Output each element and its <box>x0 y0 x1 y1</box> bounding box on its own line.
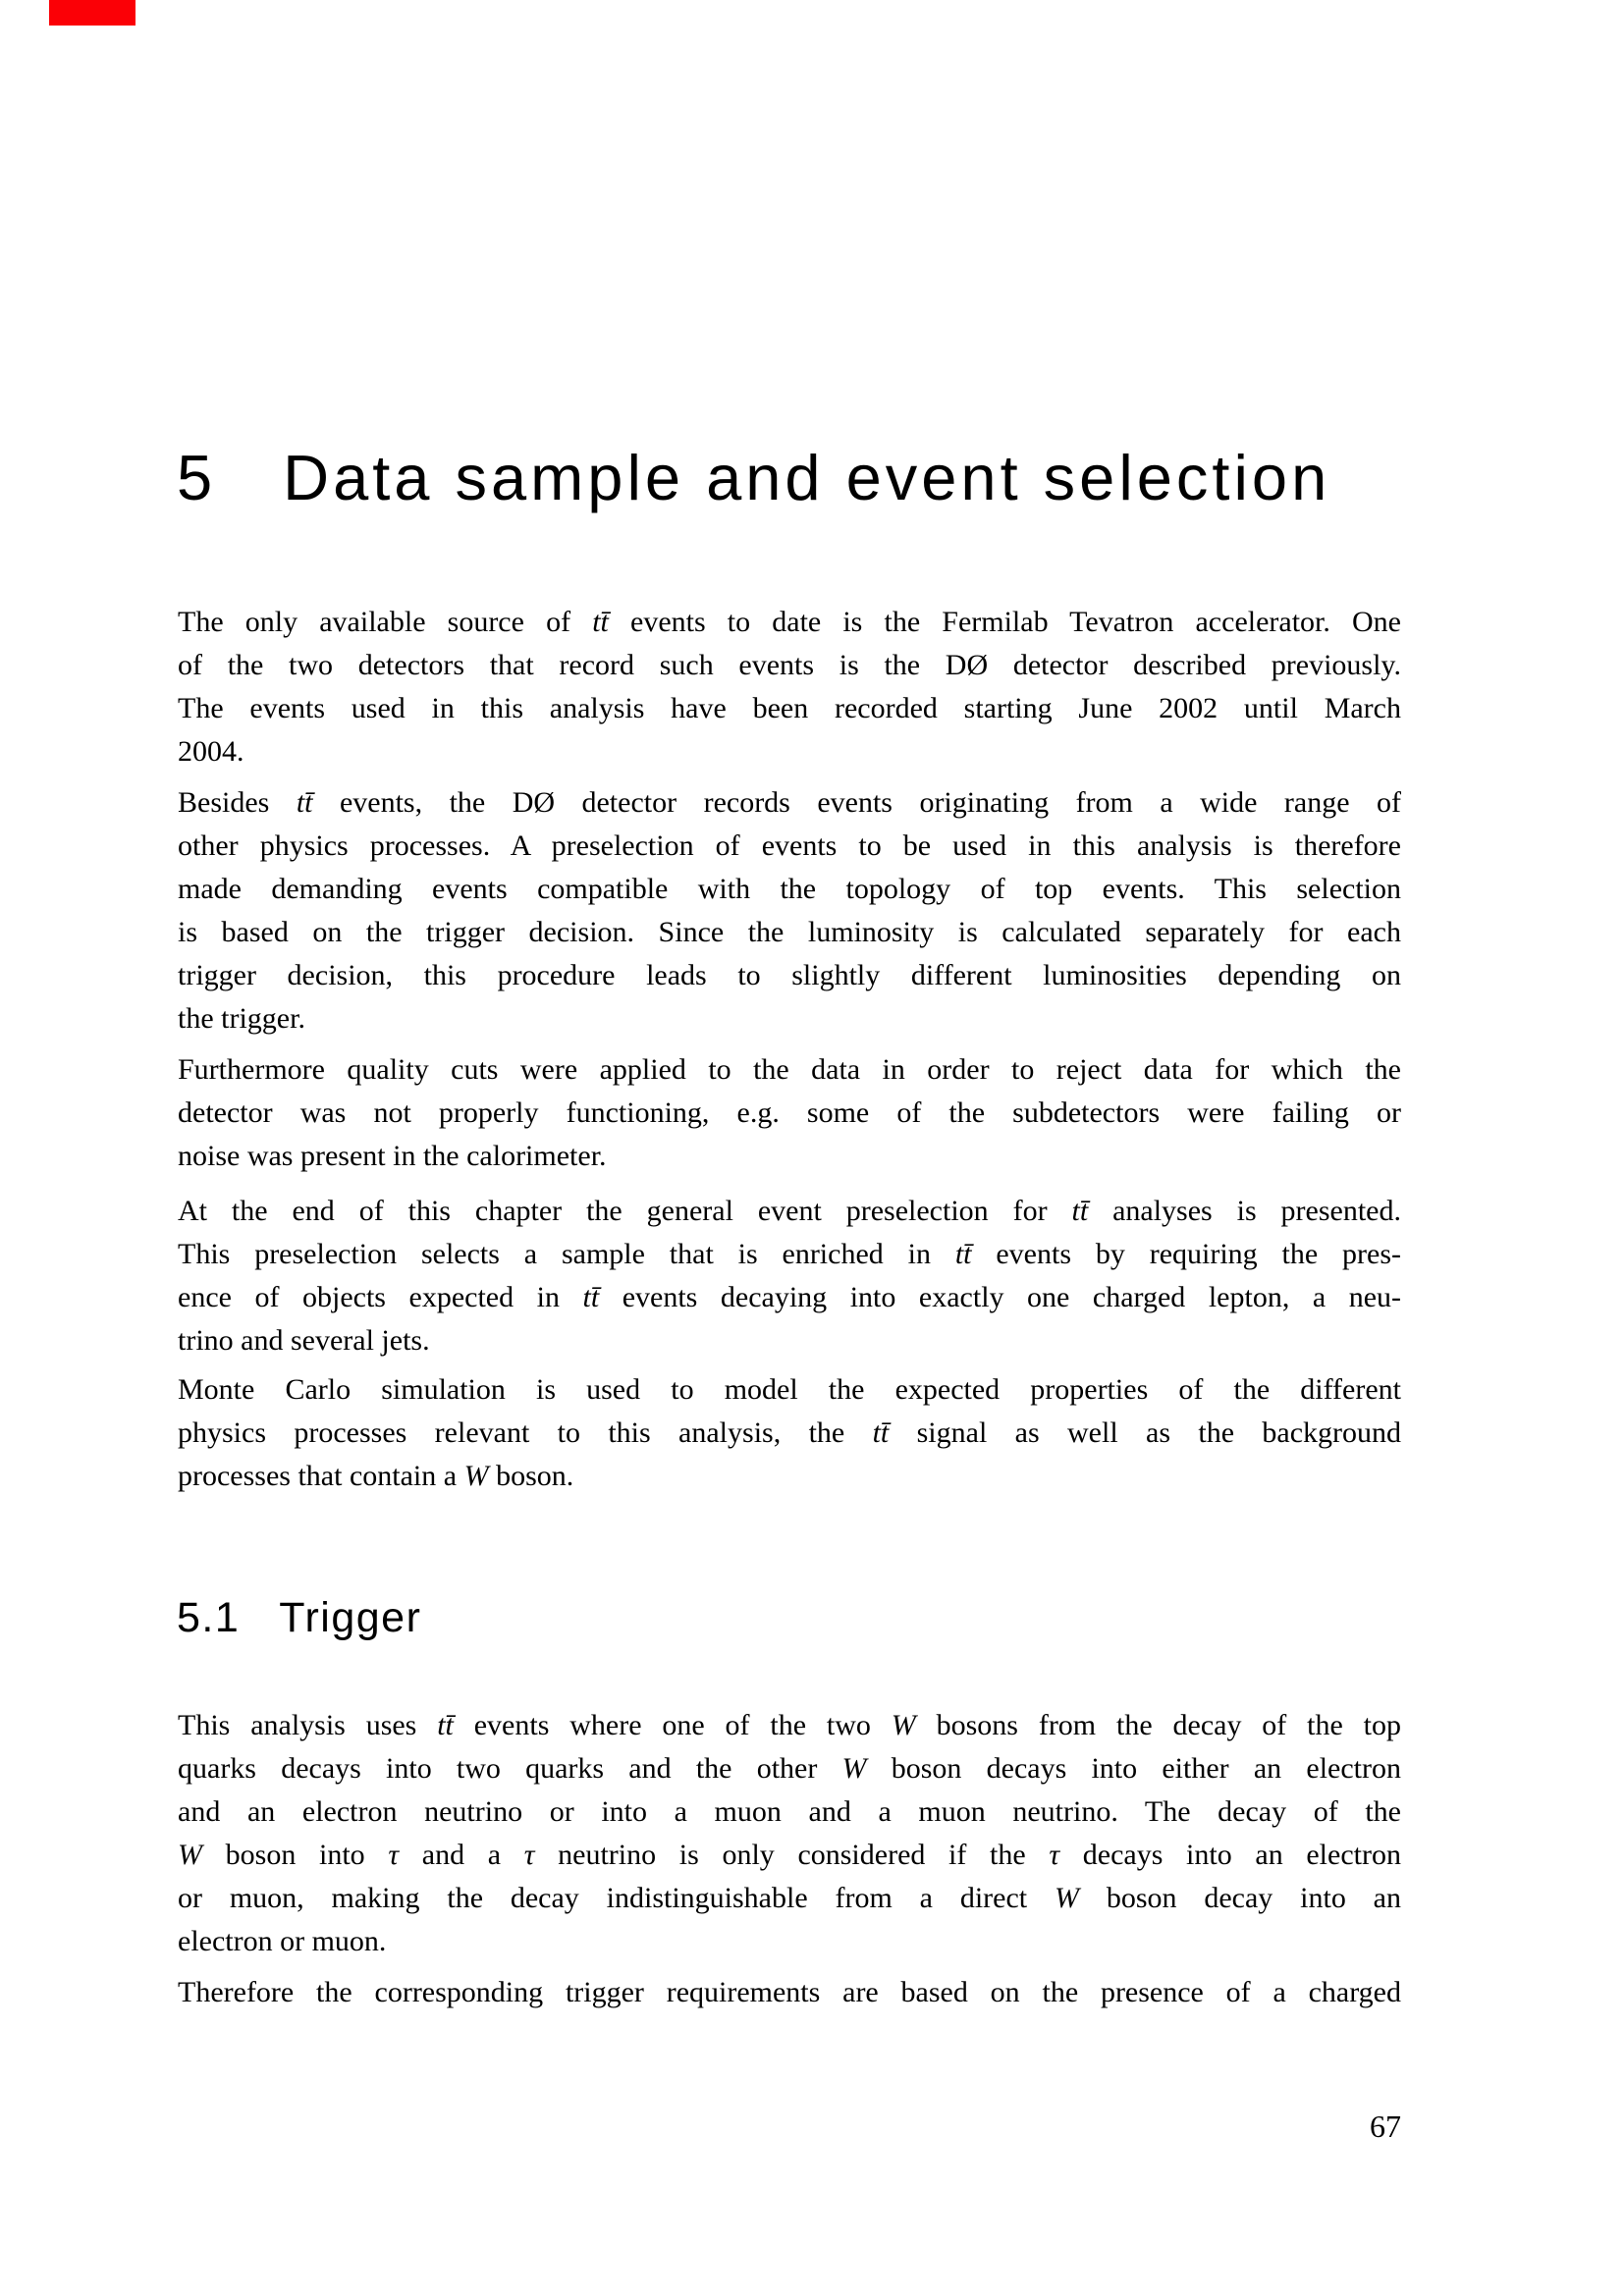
text-line: Therefore the corresponding trigger requirements are based on the presence of a charged <box>178 1976 1401 2008</box>
text-line: trino and several jets. <box>178 1324 430 1357</box>
text-line: processes that contain a W boson. <box>178 1460 574 1492</box>
text-line: Monte Carlo simulation is used to model the expected properties of the different <box>178 1373 1401 1406</box>
chapter-heading <box>177 444 1453 512</box>
paragraph-chapter-outline <box>178 1190 1401 1362</box>
page-number: 67 <box>1370 2109 1401 2144</box>
section-title: Trigger <box>279 1594 422 1641</box>
text-line: 2004. <box>178 735 244 768</box>
text-line: This analysis uses tt̄ events where one of the two W bosons from the decay of the top <box>178 1709 1401 1741</box>
text-line: other physics processes. A preselection of events to be used in this analysis is therefore <box>178 829 1401 862</box>
text-line: the trigger. <box>178 1002 305 1035</box>
text-line: Furthermore quality cuts were applied to the data in order to reject data for which the <box>178 1053 1401 1086</box>
text-line: or muon, making the decay indistinguishable from a direct W boson decay into an <box>178 1882 1401 1914</box>
pdf-link-marker <box>49 0 135 26</box>
paragraph-monte-carlo <box>178 1368 1401 1498</box>
text-line: and an electron neutrino or into a muon and a muon neutrino. The decay of the <box>178 1795 1401 1828</box>
paragraph-trigger-requirements <box>178 1971 1401 2014</box>
paragraph-trigger-decays <box>178 1704 1401 1963</box>
chapter-number: 5 <box>177 442 217 513</box>
paragraph-intro-source <box>178 601 1401 774</box>
text-line: The only available source of tt̄ events to date is the Fermilab Tevatron accelerator. One <box>178 606 1401 638</box>
text-line: This preselection selects a sample that is enriched in tt̄ events by requiring the pres- <box>178 1238 1402 1270</box>
text-line: made demanding events compatible with the topology of top events. This selection <box>178 873 1401 905</box>
section-heading <box>177 1590 1453 1645</box>
text-line: W boson into τ and a τ neutrino is only considered if the τ decays into an electron <box>178 1839 1401 1871</box>
text-line: ence of objects expected in tt̄ events decaying into exactly one charged lepton, a neu- <box>178 1281 1402 1313</box>
text-line: detector was not properly functioning, e.g. some of the subdetectors were failing or <box>178 1096 1401 1129</box>
paragraph-preselection <box>178 781 1401 1041</box>
chapter-title: Data sample and event selection <box>283 442 1331 513</box>
text-line: electron or muon. <box>178 1925 387 1957</box>
text-line: of the two detectors that record such events is the DØ detector described previously. <box>178 649 1401 681</box>
text-line: is based on the trigger decision. Since the luminosity is calculated separately for each <box>178 916 1401 948</box>
section-number: 5.1 <box>177 1594 241 1641</box>
paragraph-quality-cuts <box>178 1048 1401 1178</box>
text-line: At the end of this chapter the general event preselection for tt̄ analyses is presented. <box>178 1195 1401 1227</box>
text-line: trigger decision, this procedure leads to slightly different luminosities depending on <box>178 959 1401 991</box>
text-line: Besides tt̄ events, the DØ detector records events originating from a wide range of <box>178 786 1402 819</box>
text-line: The events used in this analysis have been recorded starting June 2002 until March <box>178 692 1401 724</box>
text-line: physics processes relevant to this analysis, the tt̄ signal as well as the background <box>178 1416 1401 1449</box>
text-line: quarks decays into two quarks and the other W boson decays into either an electron <box>178 1752 1401 1785</box>
text-line: noise was present in the calorimeter. <box>178 1140 607 1172</box>
